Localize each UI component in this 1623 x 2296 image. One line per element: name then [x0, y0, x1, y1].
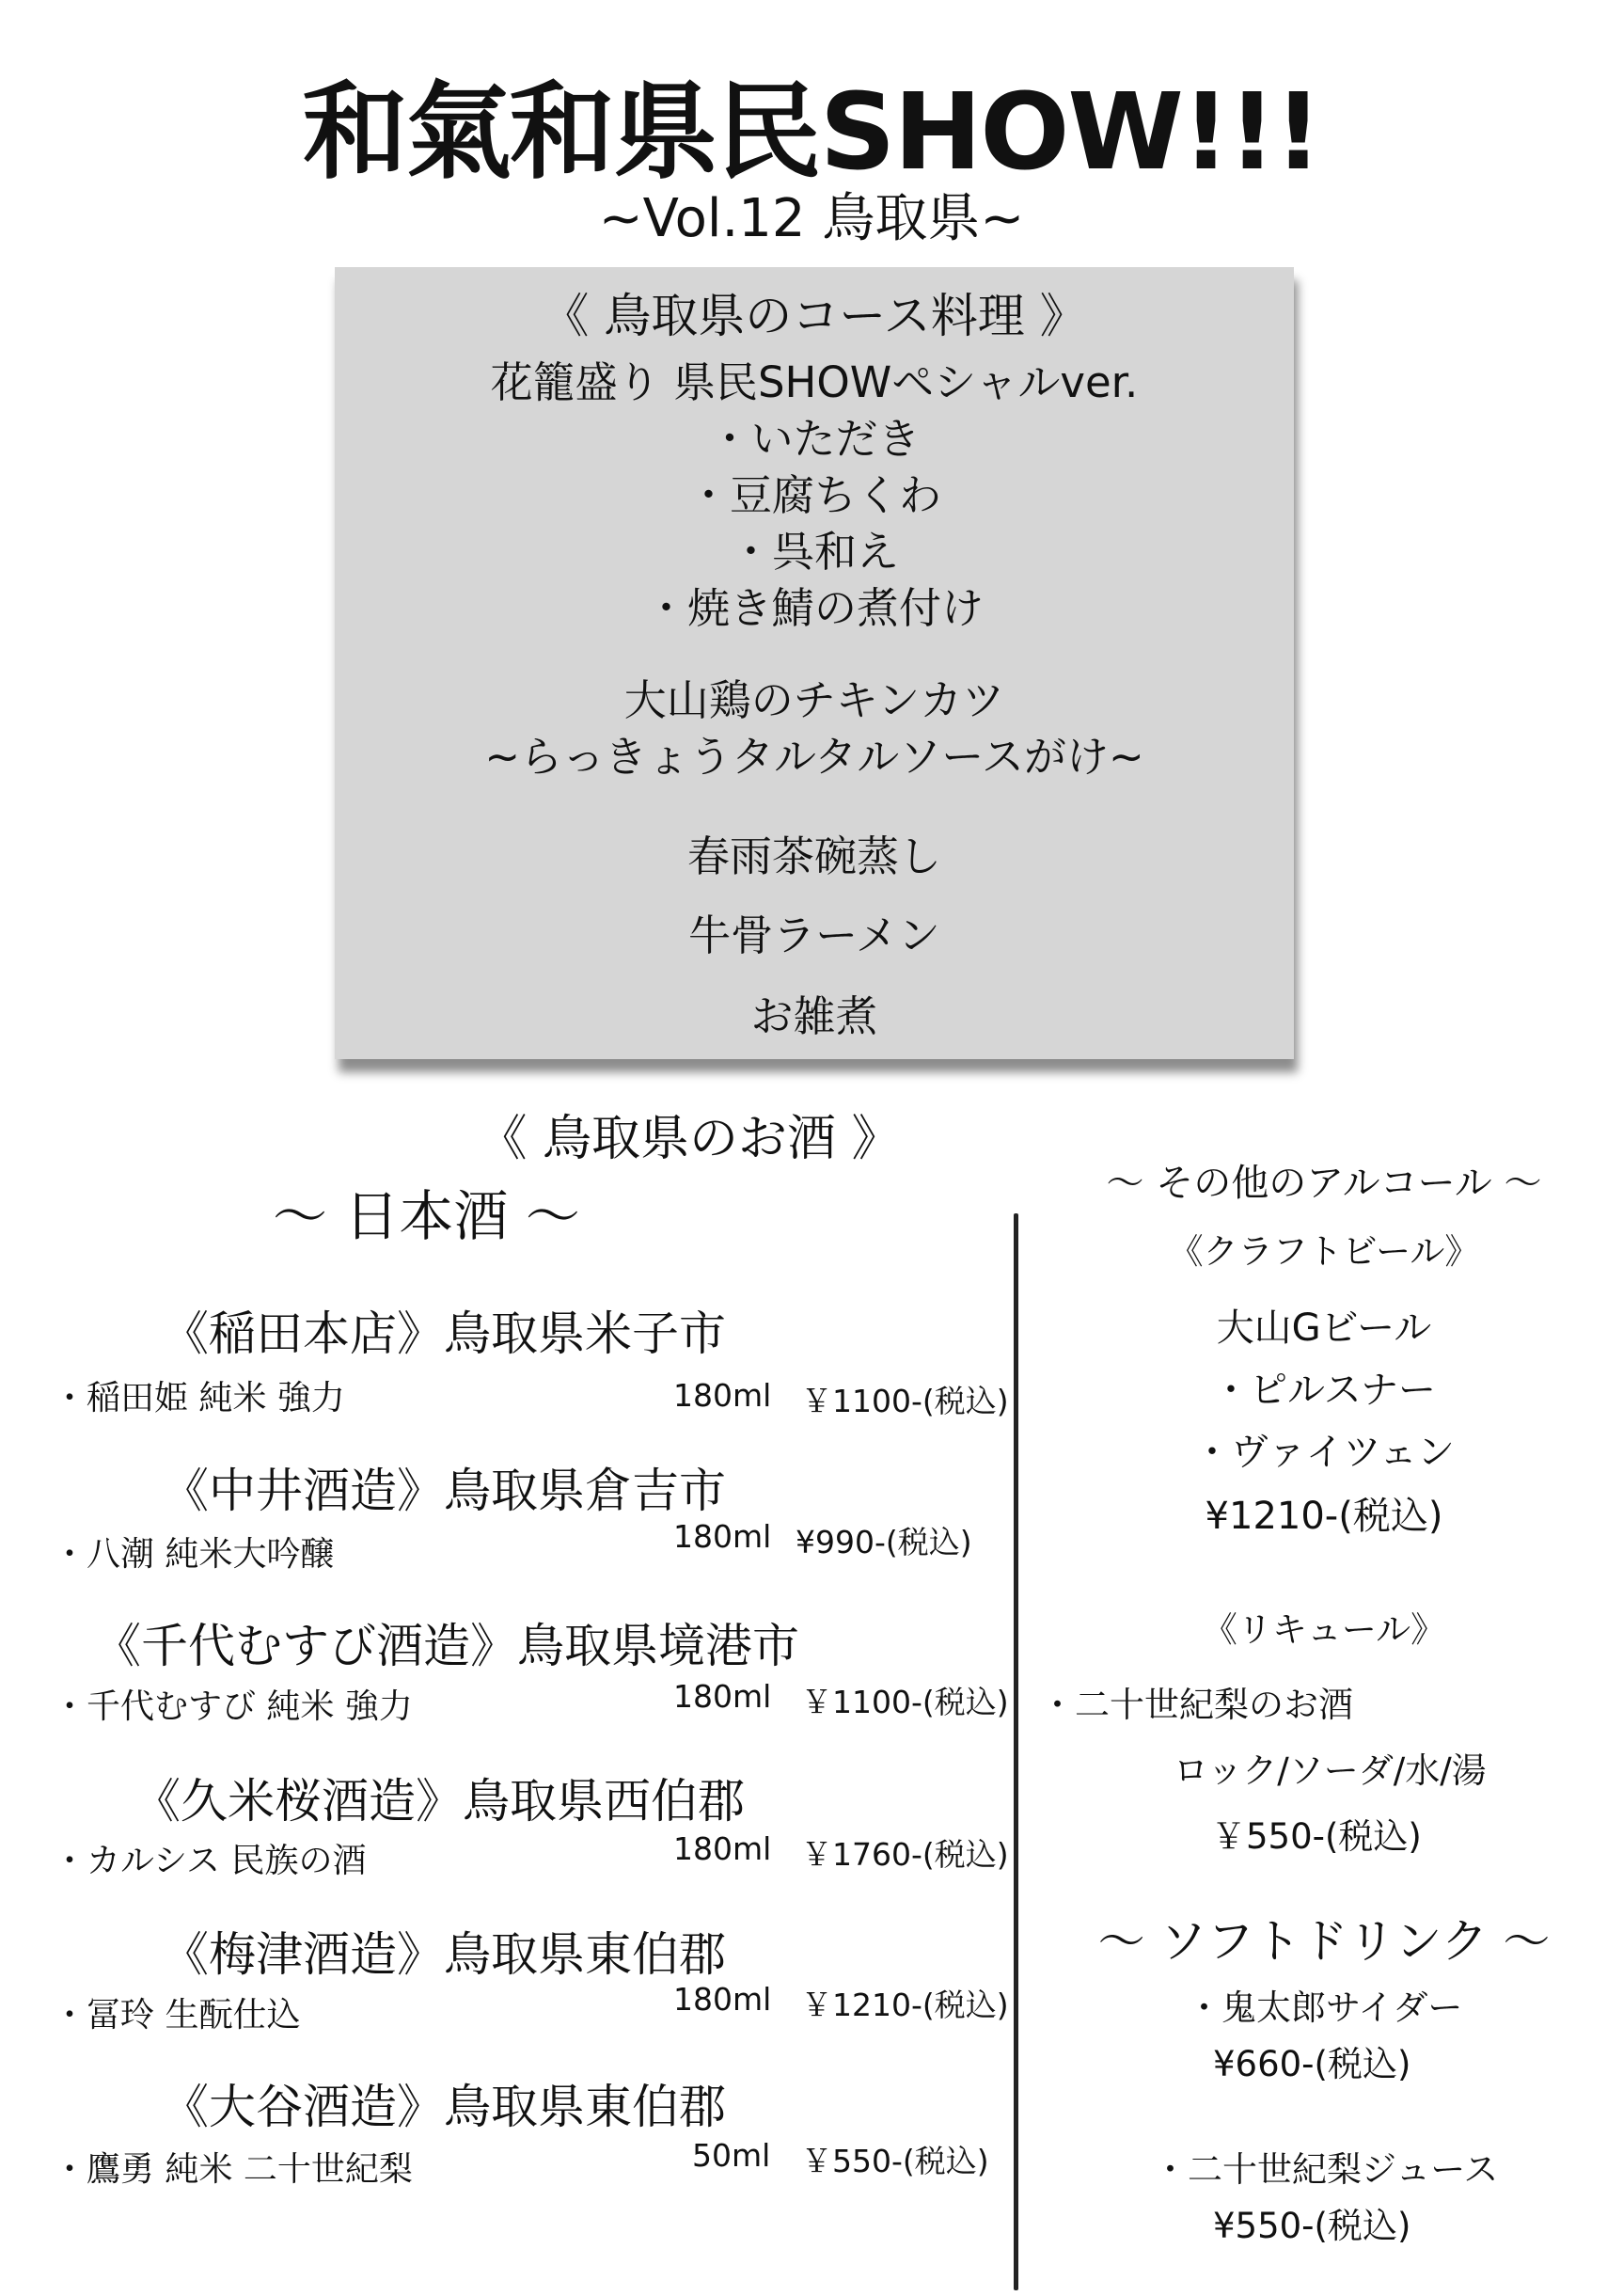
liqueur-heading: 《リキュール》 [1202, 1609, 1446, 1650]
sake-price: ￥1100-(税込) [801, 1383, 1009, 1419]
craft-beer-item: ・ヴァイツェン [1193, 1431, 1455, 1474]
brewery-name: 《千代むすび酒造》鳥取県境港市 [94, 1619, 799, 1673]
sake-price: ¥990-(税込) [796, 1524, 972, 1560]
soft-drink-price: ¥660-(税込) [1213, 2044, 1411, 2084]
craft-beer-heading: 《クラフトビール》 [1168, 1231, 1480, 1272]
sake-name: ・稲田姫 純米 強力 [53, 1379, 345, 1417]
soft-drink-name: ・鬼太郎サイダー [1187, 1987, 1463, 2028]
course-item: ・いただき [708, 414, 921, 464]
course-item: お雑煮 [750, 991, 878, 1041]
course-item: ~らっきょうタルタルソースがけ~ [484, 732, 1144, 782]
course-item: ・呉和え [729, 527, 899, 577]
course-item: 牛骨ラーメン [688, 910, 940, 960]
other-alcohol-heading: 〜 その他のアルコール 〜 [1106, 1162, 1542, 1205]
brewery-name: 《中井酒造》鳥取県倉吉市 [162, 1464, 726, 1518]
brewery-name: 《稲田本店》鳥取県米子市 [162, 1306, 726, 1361]
craft-beer-item: ・ピルスナー [1212, 1369, 1436, 1412]
sake-volume: 180ml [673, 1981, 772, 2018]
soft-drinks-heading: 〜 ソフトドリンク 〜 [1097, 1914, 1551, 1969]
sake-volume: 180ml [673, 1518, 772, 1555]
sake-name: ・カルシス 民族の酒 [53, 1842, 367, 1880]
sake-price: ￥1100-(税込) [801, 1684, 1009, 1720]
course-item: ・焼き鯖の煮付け [644, 583, 984, 633]
sake-name: ・八潮 純米大吟醸 [53, 1535, 335, 1574]
course-item: ・豆腐ちくわ [686, 470, 941, 520]
craft-beer-name: 大山Gビール [1216, 1306, 1432, 1350]
liqueur-item: ・二十世紀梨のお酒 [1040, 1685, 1353, 1725]
sake-volume: 180ml [673, 1678, 772, 1715]
brewery-name: 《久米桜酒造》鳥取県西伯郡 [134, 1774, 745, 1829]
page-title: 和氣和県民SHOW!!! [302, 71, 1321, 194]
sake-section-heading: 《 鳥取県のお酒 》 [478, 1111, 901, 1167]
column-divider [1014, 1213, 1018, 2290]
brewery-name: 《大谷酒造》鳥取県東伯郡 [162, 2080, 726, 2134]
sake-name: ・千代むすび 純米 強力 [53, 1687, 413, 1726]
sake-price: ￥1760-(税込) [801, 1836, 1009, 1873]
sake-price: ￥1210-(税込) [801, 1987, 1009, 2023]
nihonshu-heading: 〜 日本酒 〜 [273, 1184, 580, 1248]
sake-name: ・鷹勇 純米 二十世紀梨 [53, 2150, 413, 2189]
craft-beer-price: ¥1210-(税込) [1205, 1495, 1443, 1538]
sake-name: ・冨玲 生酛仕込 [53, 1996, 301, 2035]
sake-volume: 50ml [692, 2137, 771, 2174]
soft-drink-price: ¥550-(税込) [1213, 2206, 1411, 2246]
course-item: 花籠盛り 県民SHOWペシャルver. [490, 357, 1139, 407]
page-subtitle: ~Vol.12 鳥取県~ [598, 188, 1025, 249]
sake-price: ￥550-(税込) [801, 2143, 989, 2179]
course-item: 大山鶏のチキンカツ [623, 675, 1005, 725]
sake-volume: 180ml [673, 1830, 772, 1867]
brewery-name: 《梅津酒造》鳥取県東伯郡 [162, 1927, 726, 1982]
course-item: 春雨茶碗蒸し [686, 831, 941, 881]
liqueur-styles: ロック/ソーダ/水/湯 [1174, 1750, 1487, 1791]
course-heading: 《 鳥取県のコース料理 》 [542, 289, 1087, 343]
sake-volume: 180ml [673, 1377, 772, 1414]
course-menu-box [335, 267, 1294, 1059]
liqueur-price: ￥550-(税込) [1211, 1816, 1422, 1857]
soft-drink-name: ・二十世紀梨ジュース [1153, 2149, 1499, 2190]
